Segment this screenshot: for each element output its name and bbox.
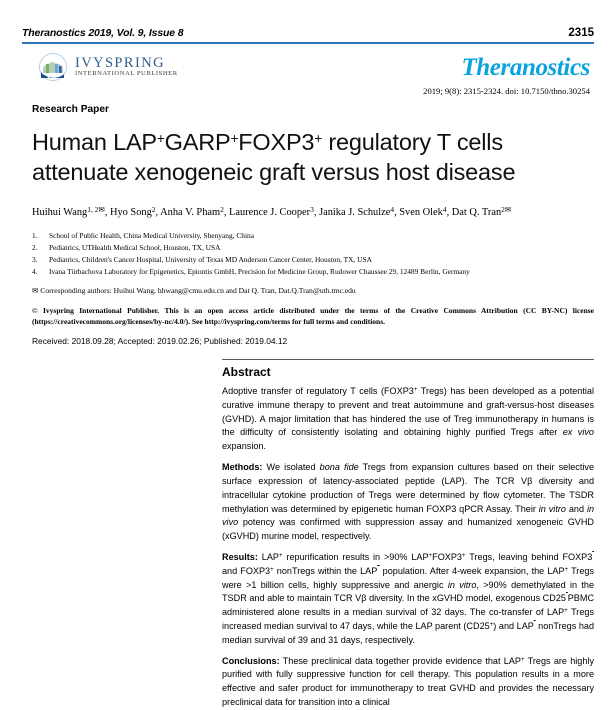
minus-superscript [566, 594, 568, 601]
page-title [32, 127, 594, 188]
affiliation-item [32, 242, 594, 254]
plus-superscript: + [520, 655, 525, 663]
affiliation-number: 2. [32, 242, 38, 252]
affiliation-item [32, 254, 594, 266]
running-head [22, 27, 594, 39]
author-affiliation-marker: 2 [501, 204, 505, 214]
plus-superscript: + [413, 386, 418, 394]
abstract-paragraph: Methods: We isolated bona fide Tregs from expansion cultures based on their selective surface expression of latency-associated peptide (LAP). The TCR Vβ diversity and intracellular cytokine production of Tregs were determined by flow cytometer. The TSDR methylation was determined by epigenetic human FOXP3 qPCR Assay. Their in vitro and in vivo potency was confirmed with suppression assay and humanized xenogeneic GVHD (xGVHD) murine model, respectively. [222, 462, 595, 542]
author-name[interactable]: Hyo Song [109, 206, 152, 218]
abstract-divider [222, 359, 594, 360]
latin-italic: in vitro [538, 503, 566, 514]
article-page [0, 27, 612, 708]
latin-italic: in vitro [447, 579, 477, 590]
affiliation-text: Ivana Türbachova Laboratory for Epigenetics, Epiontis GmbH, Precision for Medicine Group, Rudower Chaussee 29, 12489 Berlin, Germany [49, 266, 470, 276]
header-divider [22, 42, 594, 44]
article-content [32, 104, 594, 710]
minus-superscript [377, 566, 379, 573]
author-name[interactable]: Dat Q. Tran [451, 206, 502, 218]
abstract-paragraph-label: Results: [222, 551, 258, 562]
affiliation-number: 3. [32, 254, 38, 264]
publication-dates: Received: 2018.09.28; Accepted: 2019.02.26; Published: 2019.04.12 [32, 336, 288, 347]
plus-superscript: + [428, 552, 433, 560]
abstract-heading: Abstract [222, 365, 271, 380]
author-affiliation-marker: 4 [442, 204, 447, 214]
publisher-journal-band [22, 50, 594, 98]
author-name[interactable]: Huihui Wang [32, 206, 88, 218]
author-affiliation-marker: 2 [220, 204, 224, 214]
latin-italic: ex vivo [562, 427, 594, 438]
minus-superscript [534, 621, 536, 628]
theranostics-wordmark[interactable]: Theranostics [461, 53, 590, 81]
title-line-two: attenuate xenogeneic graft versus host disease [32, 159, 516, 186]
plus-superscript: + [270, 565, 274, 573]
ivyspring-name: IVYSPRING [75, 54, 165, 71]
author-name[interactable]: Laurence J. Cooper [229, 206, 311, 218]
affiliation-item [32, 266, 594, 278]
author-affiliation-marker: 1, 2 [87, 204, 99, 214]
title-superscript: + [230, 130, 239, 146]
article-citation[interactable]: 2019; 9(8): 2315-2324. doi: 10.7150/thno.30254 [423, 85, 590, 96]
abstract-paragraph: Adoptive transfer of regulatory T cells (FOXP3+ Tregs) has been developed as a potential curative immune therapy to prevent and treat autoimmune and graft-versus-host diseases (GVHD). A major limitation that has hindered the use of Treg immunotherapy in humans is the difficulty of consistently isolating and obtaining highly purified Tregs after ex vivo expansion. [222, 386, 594, 452]
license-statement[interactable]: © Ivyspring International Publisher. This is an open access article distributed under the terms of the Creative Commons Attribution (CC BY-NC) license (https://creativecommons.org/licenses/by-nc/4.0/). See http://ivyspring.com/terms for full terms and conditions. [32, 305, 594, 326]
author-name[interactable]: Sven Olek [399, 206, 443, 218]
svg-text:ysi: ysi [47, 71, 56, 81]
abstract-paragraph: Conclusions: These preclinical data together provide evidence that LAP+ Tregs are highly purified with fully suppressive function for cell therapy. This population results in a more effective and safer product for immunotherapy to treat GVHD and provides the necessary preclinical data for transition into a clinical [222, 655, 594, 708]
affiliation-item [32, 230, 594, 242]
ivyspring-wordmark [75, 56, 178, 78]
plus-superscript: + [564, 565, 569, 573]
affiliation-number: 4. [32, 266, 38, 276]
latin-italic: in vivo [222, 503, 595, 528]
page-number: 2315 [568, 27, 594, 39]
ivyspring-subtitle: INTERNATIONAL PUBLISHER [75, 70, 178, 78]
title-text-part: GARP [164, 128, 231, 155]
envelope-icon[interactable]: ✉ [98, 204, 105, 214]
author-list: Huihui Wang$^{1, 2✉}$, Hyo Song$^2$, Anha V. Pham$^2$, Laurence J. Cooper$^3$, Janika J. Schulze$^4$, Sven Olek$^4$, Dat Q. Tran$^{2✉}$ [32, 204, 512, 218]
affiliation-list [32, 230, 594, 278]
author-affiliation-marker: 3 [310, 204, 314, 214]
plus-superscript: + [461, 552, 466, 560]
author-name[interactable]: Janika J. Schulze [319, 206, 391, 218]
plus-superscript: + [564, 607, 568, 615]
affiliation-text: School of Public Health, China Medical University, Shenyang, China [49, 230, 254, 240]
abstract-paragraph-label: Methods: [222, 462, 263, 473]
corresponding-authors-text[interactable]: Corresponding authors: Huihui Wang, hhwang@cmu.edu.cn and Dat Q. Tran, Dat.Q.Tran@uth.tmc.edu [40, 285, 356, 295]
latin-italic: bona fide [319, 462, 359, 473]
affiliation-text: Pediatrics, Children's Cancer Hospital, University of Texas MD Anderson Cancer Center, Houston, TX, USA [49, 254, 372, 264]
title-text-part: FOXP3 [238, 128, 315, 155]
envelope-icon[interactable]: ✉ [504, 204, 512, 214]
abstract-paragraph-label: Conclusions: [222, 655, 280, 666]
envelope-icon: ✉ [32, 285, 39, 295]
journal-reference: Theranostics 2019, Vol. 9, Issue 8 [22, 27, 184, 39]
author-affiliation-marker: 2 [151, 204, 156, 214]
abstract-body [222, 385, 594, 710]
affiliation-number: 1. [32, 230, 38, 240]
title-superscript: + [156, 130, 165, 146]
corresponding-authors [32, 286, 594, 295]
affiliation-text: Pediatrics, UTHealth Medical School, Houston, TX, USA [49, 242, 221, 252]
minus-superscript [592, 552, 594, 559]
author-affiliation-marker: 4 [390, 204, 395, 214]
abstract-section [222, 359, 594, 710]
plus-superscript: + [278, 552, 283, 560]
plus-superscript: + [489, 621, 494, 629]
author-name[interactable]: Anha V. Pham [160, 206, 221, 218]
title-text-part: Human LAP [32, 128, 157, 155]
ivyspring-logo-icon [38, 52, 68, 82]
title-superscript: + [314, 130, 323, 146]
abstract-paragraph: Results: LAP+ repurification results in >90% LAP+FOXP3+ Tregs, leaving behind FOXP3 and FOXP3+ nonTregs within the LAP population. After 4-week expansion, the LAP+ Tregs were >1 billion cells, highly suppressive and anergic in vitro, >90% demethylated in the TSDR and able to maintain TCR Vβ diversity. In the xGVHD model, exogenous CD25 PBMC administered alone results in a median survival of 32 days. The co-transfer of LAP+ Tregs increased median survival to 47 days, while the LAP parent (CD25+) and LAP nonTregs had median survival of 39 and 31 days, respectively. [222, 551, 595, 645]
title-text-part: regulatory T cells [322, 128, 503, 155]
ivyspring-publisher-block[interactable] [38, 52, 178, 82]
article-type-label: Research Paper [32, 103, 110, 115]
